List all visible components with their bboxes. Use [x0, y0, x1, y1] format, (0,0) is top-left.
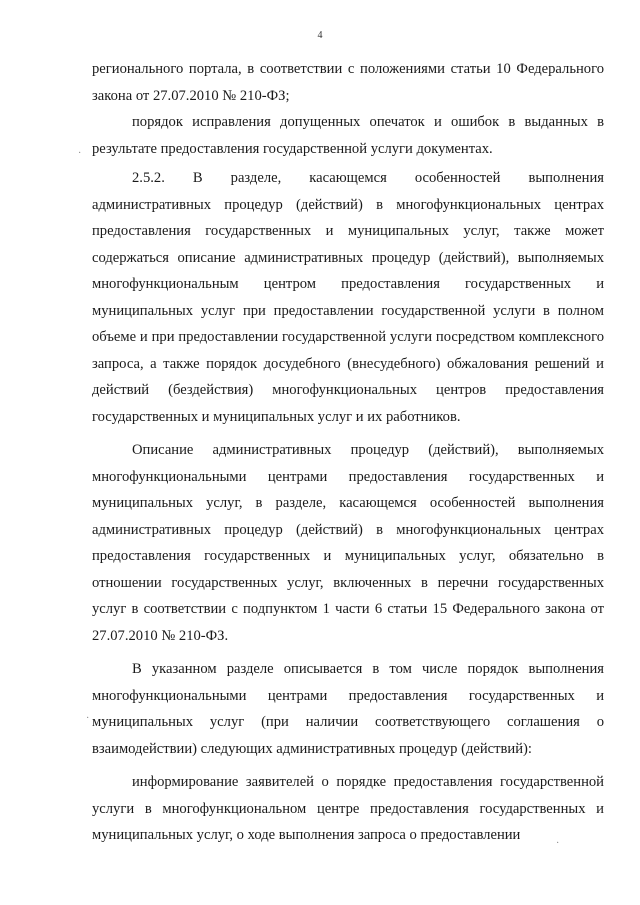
scan-speck: · [86, 713, 90, 724]
paragraph-section-2-5-2: 2.5.2. В разделе, касающемся особенностей выполнения административных процедур (действий) в многофункциональных центрах предоставления государственных и муниципальных услуг, также может содержаться описание административных процедур (действий), выполняемых многофункциональным центром предоставления государственных и муниципальных услуг при предоставлении государственной услуги в полном объеме и при предоставлении государственной услуги посредством комплексного запроса, а также порядок досудебного (внесудебного) обжалования решений и действий (бездействия) многофункциональных центров предоставления государственных и муниципальных услуг и их работников. [92, 170, 604, 425]
paragraph-regional-portal: регионального портала, в соответствии с положениями статьи 10 Федерального закона от 27.07.2010 № 210-ФЗ; [92, 61, 604, 104]
paragraph-section-contents: В указанном разделе описывается в том числе порядок выполнения многофункциональными центрами предоставления государственных и муниципальных услуг (при наличии соответствующего соглашения о взаимодействии) следующих административных процедур (действий): [92, 661, 604, 757]
paragraph-informing-applicants: информирование заявителей о порядке предоставления государственной услуги в многофункциональном центре предоставления государственных и муниципальных услуг, о ходе выполнения запроса о предоставлении [92, 774, 604, 843]
scan-speck: · [556, 838, 560, 849]
paragraph-mfc-procedures-description: Описание административных процедур (действий), выполняемых многофункциональными центрами предоставления государственных и муниципальных услуг, в разделе, касающемся особенностей выполнения административных процедур (действий) в многофункциональных центрах предоставления государственных и муниципальных услуг, обязательно в отношении государственных услуг, включенных в перечни государственных услуг в соответствии с подпунктом 1 части 6 статьи 15 Федерального закона от 27.07.2010 № 210-ФЗ. [92, 442, 604, 644]
paragraph-error-correction: порядок исправления допущенных опечаток и ошибок в выданных в результате предоставления государственной услуги документах. [92, 114, 604, 157]
document-body [92, 56, 604, 849]
scan-speck: · [78, 148, 82, 159]
page-number: 4 [317, 30, 323, 41]
